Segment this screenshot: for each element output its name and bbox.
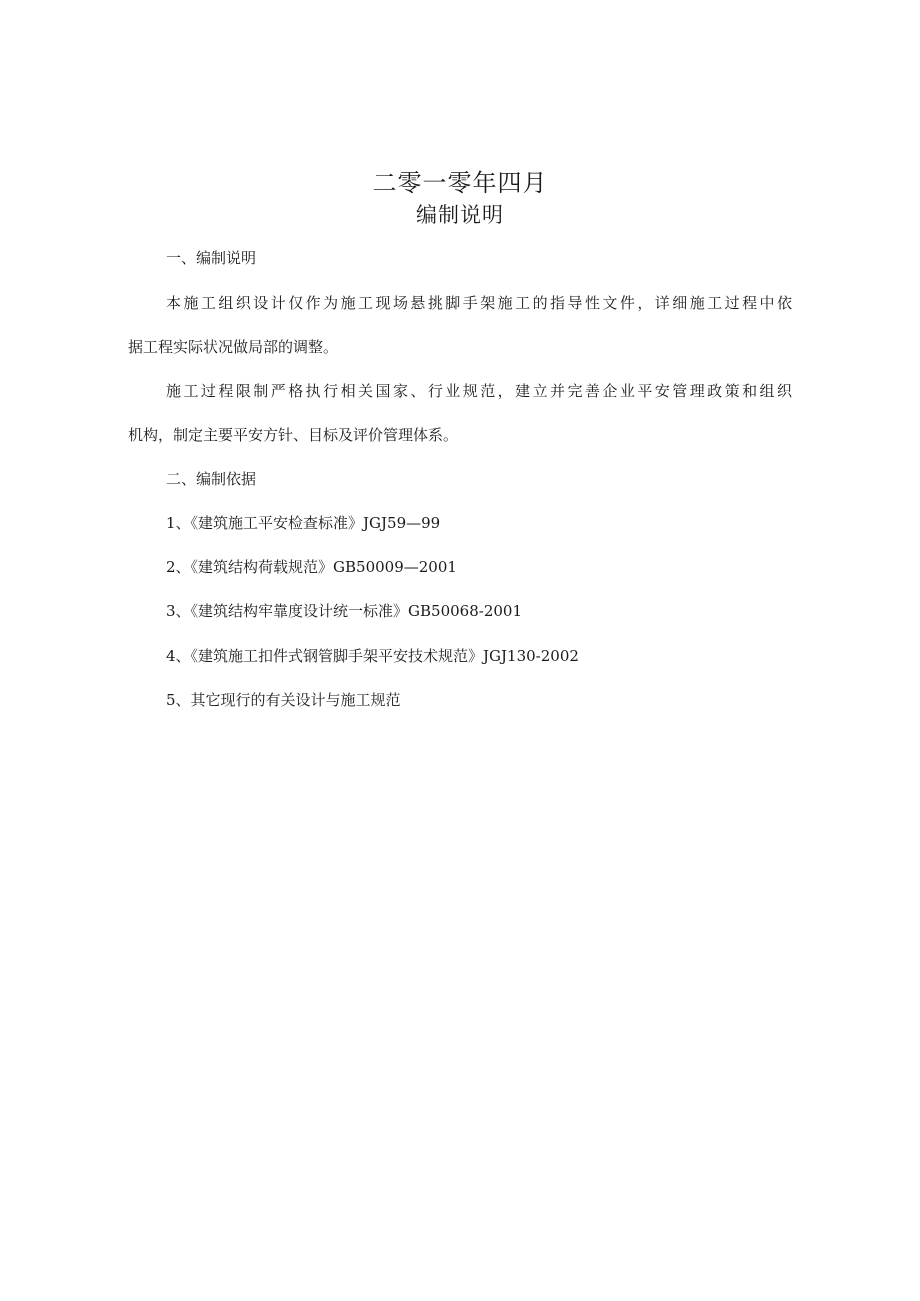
section1-para2-line1: 施工过程限制严格执行相关国家、行业规范，建立并完善企业平安管理政策和组织	[166, 382, 792, 400]
reference-item-1: 1、《建筑施工平安检查标准》JGJ59—99	[166, 514, 441, 532]
document-title: 编制说明	[416, 203, 504, 227]
reference-item-3: 3、《建筑结构牢靠度设计统一标准》GB50068-2001	[166, 602, 523, 620]
reference-item-2: 2、《建筑结构荷载规范》GB50009—2001	[166, 558, 457, 576]
document-date: 二零一零年四月	[372, 169, 548, 197]
section2-heading: 二、编制依据	[166, 470, 257, 488]
reference-item-5: 5、其它现行的有关设计与施工规范	[166, 691, 401, 709]
reference-item-4: 4、《建筑施工扣件式钢管脚手架平安技术规范》JGJ130-2002	[166, 647, 579, 665]
section1-heading: 一、编制说明	[166, 249, 257, 267]
section1-para2-line2: 机构，制定主要平安方针、目标及评价管理体系。	[128, 426, 459, 444]
section1-para1-line2: 据工程实际状况做局部的调整。	[128, 338, 339, 356]
section1-para1-line1: 本施工组织设计仅作为施工现场悬挑脚手架施工的指导性文件，详细施工过程中依	[166, 294, 792, 312]
